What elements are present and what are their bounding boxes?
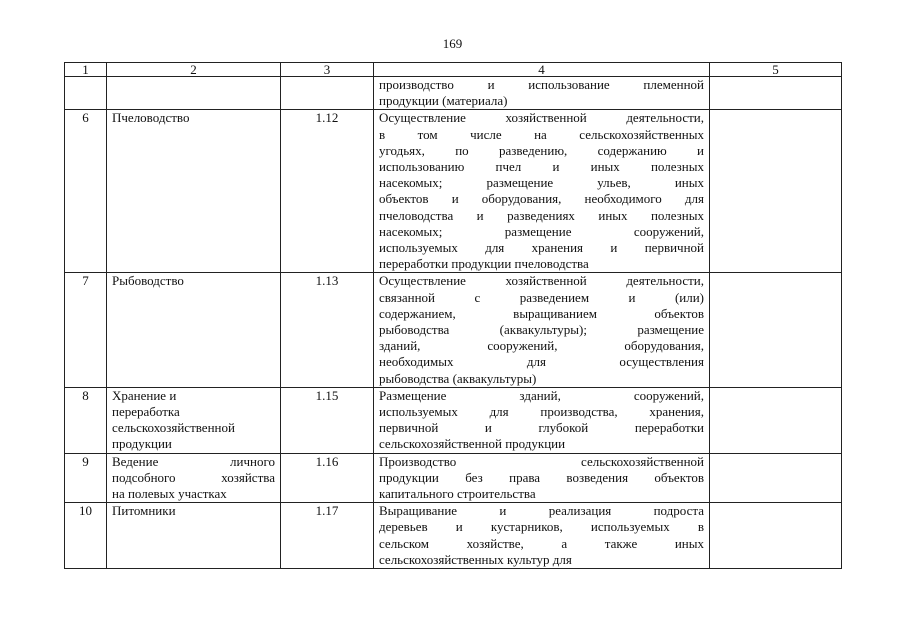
- note-cell: [710, 273, 842, 387]
- table-header-row: [65, 63, 842, 77]
- land-use-name: [107, 453, 281, 503]
- land-use-name-line: продукции: [112, 436, 172, 452]
- note-cell: [710, 110, 842, 273]
- description-line: деревьев и кустарников, используемых в: [379, 519, 704, 535]
- description-line: переработки продукции пчеловодства: [379, 256, 589, 272]
- land-use-name: [107, 503, 281, 569]
- note-cell: [710, 77, 842, 110]
- land-use-name-line: Рыбоводство: [112, 273, 184, 289]
- land-use-name: [107, 110, 281, 273]
- land-use-code: 1.17: [281, 503, 374, 569]
- header-col-5: 5: [710, 63, 842, 77]
- land-use-code: 1.16: [281, 453, 374, 503]
- description-line: зданий, сооружений, оборудования,: [379, 338, 704, 354]
- land-use-description: [374, 110, 710, 273]
- description-line: сельском хозяйстве, а также иных: [379, 535, 704, 551]
- description-line: пчеловодства и разведениях иных полезных: [379, 207, 704, 223]
- description-line: первичной и глубокой переработки: [379, 420, 704, 436]
- land-use-name-line: Пчеловодство: [112, 110, 190, 126]
- description-line: содержанием, выращиванием объектов: [379, 305, 704, 321]
- land-use-name-line: подсобного хозяйства: [112, 469, 275, 485]
- note-cell: [710, 503, 842, 569]
- description-line: используемых для производства, хранения,: [379, 404, 704, 420]
- header-col-2: 2: [107, 63, 281, 77]
- land-use-name-line: Хранение и: [112, 387, 177, 403]
- land-use-name-line: сельскохозяйственной: [112, 420, 235, 436]
- land-use-description: [374, 273, 710, 387]
- description-line: объектов и оборудования, необходимого для: [379, 191, 704, 207]
- description-line: капитального строительства: [379, 486, 536, 502]
- header-col-4: 4: [374, 63, 710, 77]
- table-row: [65, 110, 842, 273]
- description-line: Размещение зданий, сооружений,: [379, 387, 704, 403]
- land-use-code: 1.12: [281, 110, 374, 273]
- table-row: [65, 503, 842, 569]
- table-row: [65, 273, 842, 387]
- land-use-code: 1.15: [281, 387, 374, 453]
- land-use-description: [374, 453, 710, 503]
- land-use-name: [107, 387, 281, 453]
- table-row: [65, 387, 842, 453]
- description-line: Осуществление хозяйственной деятельности,: [379, 273, 704, 289]
- description-line: используемых для хранения и первичной: [379, 240, 704, 256]
- row-number: 7: [65, 273, 107, 387]
- description-line: сельскохозяйственных культур для: [379, 551, 572, 567]
- land-use-name-line: Питомники: [112, 503, 176, 519]
- description-line: насекомых; размещение ульев, иных: [379, 175, 704, 191]
- land-use-name-line: переработка: [112, 404, 180, 420]
- description-line: сельскохозяйственной продукции: [379, 436, 566, 452]
- description-line: использованию пчел и иных полезных: [379, 159, 704, 175]
- land-use-description: [374, 387, 710, 453]
- description-line: в том числе на сельскохозяйственных: [379, 126, 704, 142]
- land-use-name-line: на полевых участках: [112, 486, 227, 502]
- description-line: производство и использование племенной: [379, 77, 704, 92]
- land-use-table: [64, 62, 842, 569]
- land-use-description: [374, 503, 710, 569]
- land-use-name-line: Ведение личного: [112, 453, 275, 469]
- note-cell: [710, 453, 842, 503]
- land-use-code: 1.13: [281, 273, 374, 387]
- table-row: [65, 453, 842, 503]
- land-use-description: [374, 77, 710, 110]
- note-cell: [710, 387, 842, 453]
- description-line: Осуществление хозяйственной деятельности,: [379, 110, 704, 126]
- row-number: 10: [65, 503, 107, 569]
- row-number: 9: [65, 453, 107, 503]
- description-line: рыбоводства (аквакультуры); размещение: [379, 322, 704, 338]
- land-use-name: [107, 77, 281, 110]
- description-line: Выращивание и реализация подроста: [379, 503, 704, 519]
- row-number: 8: [65, 387, 107, 453]
- land-use-code: [281, 77, 374, 110]
- description-line: продукции (материала): [379, 93, 508, 109]
- description-line: рыбоводства (аквакультуры): [379, 370, 537, 386]
- description-line: насекомых; размещение сооружений,: [379, 223, 704, 239]
- land-use-name: [107, 273, 281, 387]
- header-col-1: 1: [65, 63, 107, 77]
- row-number: 6: [65, 110, 107, 273]
- header-col-3: 3: [281, 63, 374, 77]
- row-number: [65, 77, 107, 110]
- description-line: продукции без права возведения объектов: [379, 469, 704, 485]
- page-number: 169: [442, 36, 463, 51]
- description-line: угодьях, по разведению, содержанию и: [379, 142, 704, 158]
- description-line: Производство сельскохозяйственной: [379, 453, 704, 469]
- description-line: необходимых для осуществления: [379, 354, 704, 370]
- table-row: [65, 77, 842, 110]
- description-line: связанной с разведением и (или): [379, 289, 704, 305]
